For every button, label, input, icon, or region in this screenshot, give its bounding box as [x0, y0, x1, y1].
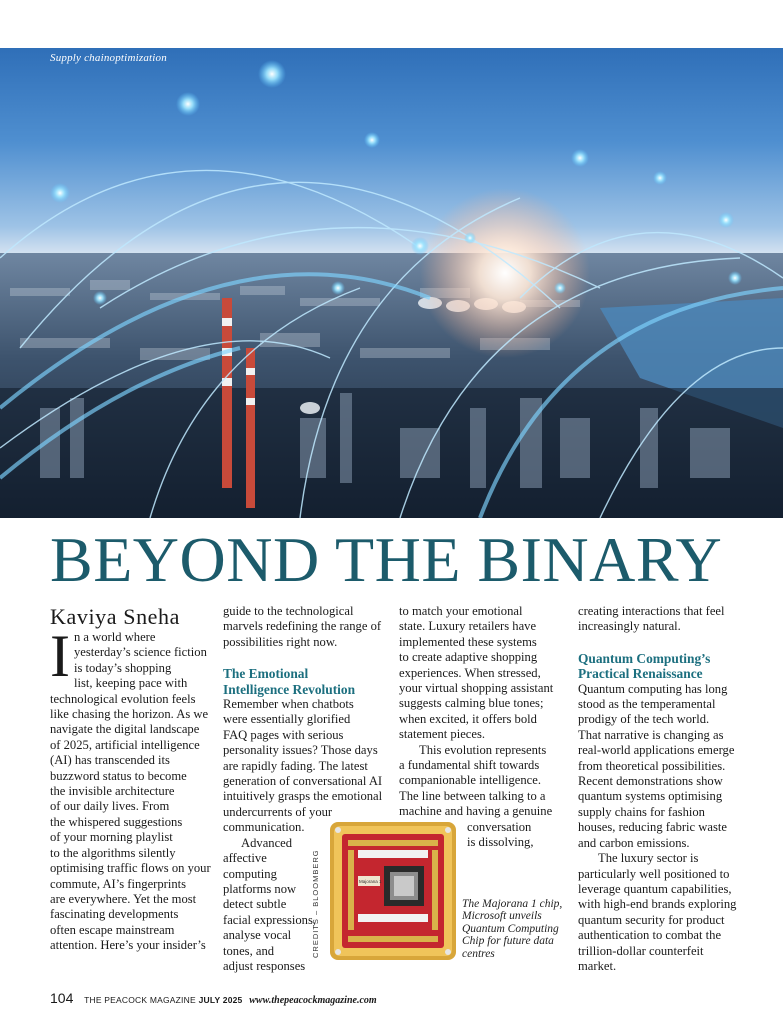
city-network-illustration [0, 48, 783, 518]
subhead-line: Practical Renaissance [578, 666, 703, 682]
text-line: companionable intelligence. [399, 773, 541, 788]
text-line: is dissolving, [467, 835, 534, 850]
text-line: a fundamental shift towards [399, 758, 540, 773]
text-line: facial expressions, [223, 912, 317, 927]
hero-tag: Supply chainoptimization [50, 52, 167, 64]
text-line: often escape mainstream [50, 922, 175, 937]
text-line: That narrative is changing as [578, 727, 724, 742]
text-line: affective [223, 851, 267, 866]
text-line: computing [223, 866, 277, 881]
text-line: the whispered suggestions [50, 814, 183, 829]
column-3 [399, 604, 571, 851]
subhead-emotional-intelligence [223, 666, 393, 697]
text-line: adjust responses [223, 958, 306, 973]
col4-para2 [578, 851, 768, 974]
subhead-line: Intelligence Revolution [223, 681, 356, 697]
text-line: of 2025, artificial intelligence [50, 737, 200, 752]
text-line: from theoretical possibilities. [578, 758, 726, 773]
text-line: with high-end brands exploring [578, 897, 737, 912]
drop-cap: I [50, 623, 70, 689]
text-line: machine and having a genuine [399, 804, 553, 819]
text-line: This evolution represents [419, 742, 547, 757]
text-line: of our daily lives. From [50, 799, 170, 814]
text-line: navigate the digital landscape [50, 722, 200, 737]
text-line: are rapidly fading. The latest [223, 758, 368, 773]
text-line: platforms now [223, 881, 297, 896]
text-line: yesterday’s science fiction [73, 645, 207, 660]
text-line: creating interactions that feel [578, 604, 725, 618]
text-line: quantum security for product [578, 912, 725, 927]
text-line: leverage quantum capabilities, [578, 881, 732, 896]
text-line: statement pieces. [399, 727, 486, 742]
text-line: Recent demonstrations show [578, 774, 723, 789]
text-line: suggests calming blue tones; [399, 696, 544, 711]
col3-para1 [399, 604, 571, 743]
text-line: detect subtle [223, 897, 287, 912]
text-line: implemented these systems [399, 634, 537, 649]
text-line: of your morning playlist [50, 830, 173, 845]
text-line: houses, reducing fabric waste [578, 820, 727, 835]
col1-lines [50, 623, 220, 954]
hero-image [0, 48, 783, 518]
text-line: and carbon emissions. [578, 835, 690, 850]
text-line: Quantum computing has long [578, 681, 728, 696]
text-line: n a world where [73, 630, 156, 644]
text-line: (AI) has transcended its [50, 753, 170, 768]
text-line: FAQ pages with serious [223, 727, 344, 742]
text-line: marvels redefining the range of [223, 619, 382, 634]
text-line: attention. Here’s your insider’s [50, 938, 206, 953]
article-headline: BEYOND THE BINARY [50, 524, 723, 595]
col2-para1 [223, 697, 393, 836]
text-line: possibilities right now. [223, 634, 338, 649]
text-line: undercurrents of your [223, 804, 333, 819]
author-name: Kaviya Sneha [50, 604, 180, 629]
page-footer [50, 990, 377, 1006]
text-line: to the algorithms silently [50, 845, 176, 860]
subhead-line: The Emotional [223, 666, 309, 682]
subhead-quantum-computing [578, 651, 768, 682]
text-line: technological evolution feels [50, 691, 196, 706]
text-line: The line between talking to a [399, 788, 546, 803]
text-line: increasingly natural. [578, 619, 681, 634]
col2-intro [223, 604, 393, 650]
caption-line: The Majorana 1 chip, [462, 898, 563, 910]
text-line: were essentially glorified [223, 712, 351, 727]
text-line: the invisible architecture [50, 784, 175, 799]
column-1 [50, 604, 220, 954]
text-line: Remember when chatbots [223, 697, 354, 712]
text-line: your virtual shopping assistant [399, 681, 554, 696]
col4-intro [578, 604, 768, 635]
text-line: state. Luxury retailers have [399, 619, 537, 634]
text-line: stood as the temperamental [578, 697, 716, 712]
subhead-line: Quantum Computing’s [578, 650, 711, 666]
text-line: supply chains for fashion [578, 804, 705, 819]
caption-line: centres [462, 947, 495, 960]
text-line: when excited, it offers bold [399, 711, 537, 726]
text-line: commute, AI’s fingerprints [50, 876, 187, 891]
chip-illustration [328, 820, 458, 962]
text-line: quantum systems optimising [578, 789, 723, 804]
caption-line: Chip for future data [462, 935, 554, 948]
quantum-chip-image [328, 820, 458, 962]
magazine-url: www.thepeacockmagazine.com [249, 995, 377, 1006]
caption-line: Microsoft unveils [462, 910, 542, 923]
chip-label: Majorana 1 [359, 879, 382, 884]
text-line: intuitively grasps the emotional [223, 789, 383, 804]
text-line: to create adaptive shopping [399, 650, 538, 665]
text-line: list, keeping pace with [73, 676, 188, 691]
text-line: generation of conversational AI [223, 774, 383, 789]
text-line: analyse vocal [223, 928, 292, 943]
text-line: experiences. When stressed, [399, 665, 541, 680]
magazine-name: THE PEACOCK MAGAZINE [84, 995, 196, 1005]
col4-para1 [578, 682, 768, 851]
text-line: The luxury sector is [598, 851, 699, 866]
text-line: fascinating developments [50, 907, 179, 922]
text-line: market. [578, 958, 617, 973]
text-line: tones, and [223, 943, 275, 958]
page-number: 104 [50, 990, 74, 1006]
text-line: Advanced [241, 835, 293, 850]
text-line: personality issues? Those days [223, 743, 378, 758]
issue-date: JULY 2025 [198, 995, 243, 1005]
text-line: trillion-dollar counterfeit [578, 943, 704, 958]
text-line: is today’s shopping [73, 660, 172, 675]
text-line: are everywhere. Yet the most [50, 891, 197, 906]
text-line: real-world applications emerge [578, 743, 735, 758]
text-line: communication. [223, 820, 305, 835]
col3-para2 [399, 743, 571, 820]
text-line: authentication to combat the [578, 928, 722, 943]
text-line: conversation [467, 819, 532, 834]
text-line: like chasing the horizon. As we [50, 707, 209, 722]
photo-credits: CREDITS – BLOOMBERG [311, 849, 320, 958]
text-line: buzzword status to become [50, 768, 187, 783]
text-line: optimising traffic flows on your [50, 861, 211, 876]
text-line: particularly well positioned to [578, 866, 730, 881]
text-line: guide to the technological [223, 604, 354, 618]
caption-line: Quantum Computing [462, 922, 559, 935]
column-4 [578, 604, 768, 974]
figure-caption [462, 898, 572, 960]
text-line: to match your emotional [399, 604, 523, 618]
text-line: prodigy of the tech world. [578, 712, 710, 727]
